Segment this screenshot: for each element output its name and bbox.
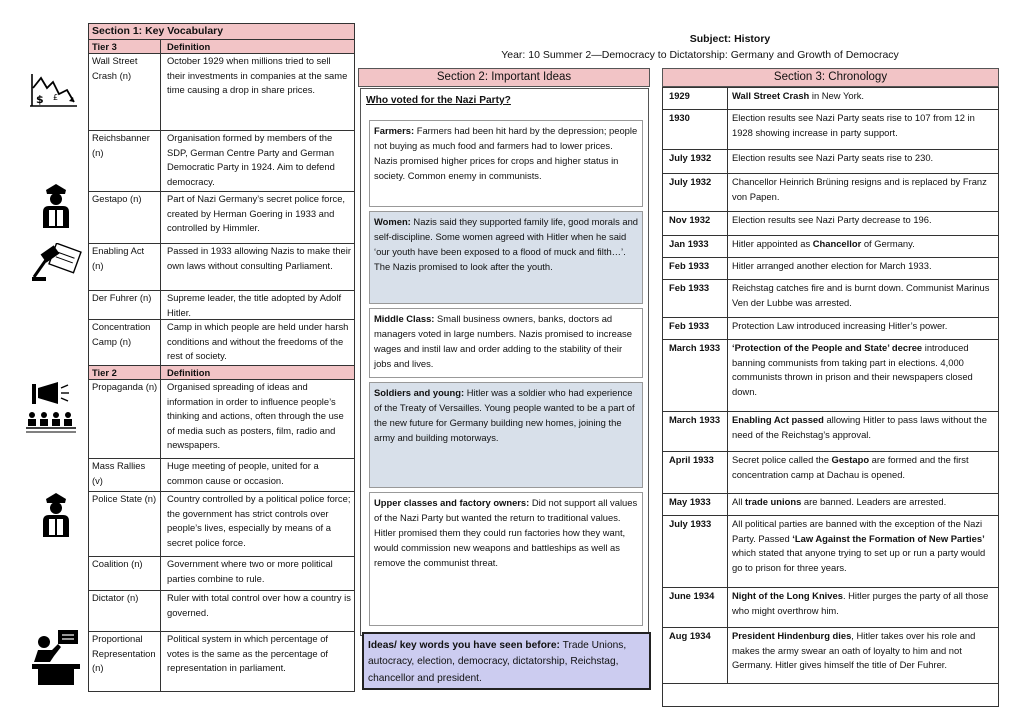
event-date: July 1933 [663,516,728,587]
voter-group-box [369,308,643,378]
police-officer-icon [39,491,73,539]
vocab-definition: Political system in which percentage of votes is the same as the percentage of representation in parliament. [167,633,329,674]
event-date: Feb 1933 [663,318,728,339]
event-description: Wall Street Crash in New York. [732,90,864,101]
table-row [663,516,998,588]
voter-group-box [369,492,643,626]
table-row [89,557,354,591]
event-description: Hitler arranged another election for March 1933. [732,260,932,271]
svg-text:£: £ [53,93,59,102]
ideas-text: Trade Unions, autocracy, election, democracy, dictatorship, Reichstag, chancellor and president. [368,640,627,684]
key-vocabulary-table [88,23,355,692]
vocab-term: Police State (n) [89,492,161,556]
event-date: Feb 1933 [663,258,728,279]
vocab-term: Concentration Camp (n) [89,320,161,365]
tier2-header-row [89,366,354,380]
voter-group-text: Did not support all values of the Nazi Party but wanted the return to traditional values. Hitler promised them they could run factories how they want, would commission new weapons and battleships as well as remove the communist threat. [374,497,638,569]
vocab-term: Dictator (n) [89,591,161,631]
tier3-header-row [89,40,354,54]
table-row [663,588,998,628]
table-row [89,632,354,692]
tier3-label: Tier 3 [89,40,161,53]
table-row [663,412,998,452]
vocab-definition: October 1929 when millions tried to sell their investments in companies at the same time causing a drop in share prices. [167,55,348,96]
table-row [663,280,998,318]
vocab-definition: Government where two or more political parties combine to rule. [167,558,333,584]
voter-group-box [369,382,643,488]
event-date: 1930 [663,110,728,149]
table-row [89,380,354,459]
vocab-definition: Organisation formed by members of the SDP, German Centre Party and German Democratic Party in 1924. Aim to defend democracy. [167,132,335,187]
voter-group-label: Soldiers and young: [374,387,465,398]
tier2-label: Tier 2 [89,366,161,379]
event-description: Chancellor Heinrich Brüning resigns and is replaced by Franz von Papen. [732,176,987,202]
event-description: Election results see Nazi Party decrease to 196. [732,214,932,225]
event-date: May 1933 [663,494,728,515]
event-description: Election results see Nazi Party seats rise to 107 from 12 in 1928 showing increase in party support. [732,112,975,138]
vocab-definition: Passed in 1933 allowing Nazis to make their own laws without consulting Parliament. [167,245,351,271]
voter-group-box [369,211,643,304]
vocab-definition: Ruler with total control over how a country is governed. [167,592,351,618]
propaganda-megaphone-icon [24,382,80,436]
section1-title: Section 1: Key Vocabulary [89,24,354,40]
event-description: President Hindenburg dies, Hitler takes over his role and makes the army swear an oath of loyalty to him and not Germany. Hitler gives himself the title of Der Fuhrer. [732,630,976,671]
table-row [663,452,998,494]
event-date: April 1933 [663,452,728,493]
svg-text:$: $ [36,93,44,106]
event-date: 1929 [663,88,728,109]
table-row [89,320,354,366]
event-date: Nov 1932 [663,212,728,235]
table-row [89,192,354,244]
crash-chart-icon [27,72,79,110]
event-description: Enabling Act passed allowing Hitler to pass laws without the need of the Reichstag’s approval. [732,414,987,440]
subject-title: Subject: History [689,33,771,45]
event-description: Reichstag catches fire and is burnt down. Communist Marinus Ven der Lubbe was arrested. [732,282,990,308]
table-row [663,236,998,258]
event-date: June 1934 [663,588,728,627]
voter-group-label: Women: [374,216,411,227]
table-row [663,88,998,110]
event-description: ‘Protection of the People and State’ decree introduced banning communists from taking part in elections. 4,000 communists thrown in prison and their newspapers closed down. [732,342,973,397]
definition-label: Definition [167,41,211,52]
table-row [89,459,354,492]
table-row [89,54,354,131]
vocab-term: Der Fuhrer (n) [89,291,161,319]
table-row [89,244,354,291]
vocab-definition: Camp in which people are held under harsh conditions and without the freedoms of the rest of society. [167,321,349,362]
gavel-icon [30,243,84,283]
voter-group-box [369,120,643,207]
vocab-term: Mass Rallies (v) [89,459,161,491]
event-date: March 1933 [663,412,728,451]
event-description: All political parties are banned with the exception of the Nazi Party. Passed ‘Law Against the Formation of New Parties’ which stated that anyone trying to set up or run a party would go to prison for three years. [732,518,986,573]
event-description: Election results see Nazi Party seats rise to 230. [732,152,934,163]
voter-group-label: Farmers: [374,125,415,136]
vocab-term: Coalition (n) [89,557,161,590]
event-description: Hitler appointed as Chancellor of Germany. [732,238,915,249]
table-row [663,628,998,684]
ideas-label: Ideas/ key words you have seen before: [368,640,560,651]
definition-label: Definition [167,367,211,378]
vocab-definition: Huge meeting of people, united for a common cause or occasion. [167,460,319,486]
vocab-term: Enabling Act (n) [89,244,161,290]
year-subtitle: Year: 10 Summer 2—Democracy to Dictatorship: Germany and Growth of Democracy [501,49,899,61]
table-row [663,150,998,174]
chronology-table [662,87,999,707]
vocab-term: Proportional Representation (n) [89,632,161,692]
event-date: July 1932 [663,150,728,173]
police-officer-icon [39,182,73,230]
voter-group-text: Small business owners, banks, doctors ad managers voted in large numbers. Nazis promised to increase wages and instil law and order adding to the stability of their jobs and lives. [374,313,632,370]
table-row [89,492,354,557]
table-row [663,318,998,340]
vocab-term: Wall Street Crash (n) [89,54,161,130]
vocab-definition: Country controlled by a political police force; the government has strict controls over people’s lives, especially by means of a secret police force. [167,493,351,548]
event-date: Jan 1933 [663,236,728,257]
table-row [89,131,354,192]
vocab-definition: Organised spreading of ideas and information in order to influence people’s thinking and actions, often through the use of media such as posters, film, radio and newspapers. [167,381,344,451]
table-row [89,291,354,320]
voter-group-label: Middle Class: [374,313,435,324]
table-row [663,340,998,412]
table-row [663,212,998,236]
table-row [663,258,998,280]
vocab-term: Propaganda (n) [89,380,161,458]
event-date: March 1933 [663,340,728,411]
event-date: Aug 1934 [663,628,728,683]
voter-group-text: Nazis said they supported family life, good morals and self-discipline. Some women agreed with Hitler when he said ‘our youth have been exposed to a flood of muck and filth…’. The Nazis promised to look after the youth. [374,216,639,273]
table-row [663,110,998,150]
vocab-term: Gestapo (n) [89,192,161,243]
event-date: July 1932 [663,174,728,211]
voter-group-text: Farmers had been hit hard by the depression; people not buying as much food and farmers had to lower prices. Nazis promised higher prices for crops and higher status in society. Common enemy in communists. [374,125,638,182]
vocab-definition: Supreme leader, the title adopted by Adolf Hitler. [167,292,342,318]
event-description: Secret police called the Gestapo are formed and the first concentration camp at Dachau is opened. [732,454,969,480]
voter-group-label: Upper classes and factory owners: [374,497,530,508]
event-date: Feb 1933 [663,280,728,317]
table-row [663,174,998,212]
voter-group-text: Hitler was a soldier who had experience of the Treaty of Versailles. Young people wanted to be a part of the new future for Germany building new homes, joining the army and building motorways. [374,387,635,444]
table-row [89,591,354,632]
table-row [663,494,998,516]
ideas-keywords-box [362,632,651,690]
section2-title: Section 2: Important Ideas [358,68,650,87]
ballot-box-icon [28,628,84,686]
event-description: Night of the Long Knives. Hitler purges the party of all those who might overthrow him. [732,590,989,616]
event-description: All trade unions are banned. Leaders are arrested. [732,496,947,507]
section3-title: Section 3: Chronology [662,68,999,87]
event-description: Protection Law introduced increasing Hitler’s power. [732,320,948,331]
section2-question: Who voted for the Nazi Party? [366,95,511,106]
vocab-term: Reichsbanner (n) [89,131,161,191]
vocab-definition: Part of Nazi Germany’s secret police force, created by Herman Goering in 1933 and controlled by Himmler. [167,193,346,234]
